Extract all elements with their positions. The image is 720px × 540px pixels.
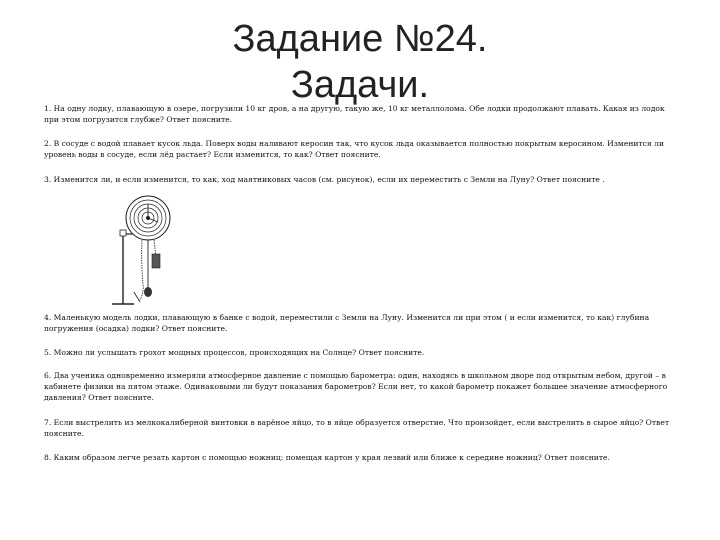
task-8: 8. Каким образом легче резать картон с помощью ножниц: помещая картон у края лезвий или ближе к середине ножниц? Ответ поясните. — [44, 453, 610, 462]
task-7: 7. Если выстрелить из мелкокалиберной винтовки в варёное яйцо, то в яйце образуется отверстие. Что произойдет, если выстрелить в сырое яйцо? Ответ поясните. — [44, 418, 670, 438]
pendulum-clock-figure — [110, 192, 182, 310]
task-3: 3. Изменится ли, и если изменится, то как, ход маятниковых часов (см. рисунок), если их переместить с Земли на Луну? Ответ поясните . — [44, 175, 605, 184]
task-6: 6. Два ученика одновременно измеряли атмосферное давление с помощью барометра: один, находясь в школьном дворе под открытым небом, другой – в кабинете физики на пятом этаже. Одинаковыми ли будут показания барометров? Если нет, то какой барометр покажет большее значение атмосферного давления? Ответ поясните. — [44, 371, 668, 402]
task-2: 2. В сосуде с водой плавает кусок льда. Поверх воды наливают керосин так, что кусок льда оказывается полностью покрытым керосином. Изменится ли уровень воды в сосуде, если лёд растает? Если изменится, то как? Ответ поясните. — [44, 139, 665, 159]
slide-title-line-1: Задание №24. — [232, 18, 488, 60]
slide-title — [160, 16, 560, 108]
pendulum-clock-icon — [110, 192, 182, 310]
task-5: 5. Можно ли услышать грохот мощных процессов, происходящих на Солнце? Ответ поясните. — [44, 348, 425, 357]
slide-title-line-2: Задачи. — [290, 64, 430, 106]
task-4: 4. Маленькую модель лодки, плавающую в банке с водой, переместили с Земли на Луну. Изменится ли при этом ( и если изменится, то как) глубина погружения (осадка) лодки? Ответ поясните. — [44, 313, 650, 333]
task-1: 1. На одну лодку, плавающую в озере, погрузили 10 кг дров, а на другую, такую же, 10 кг металлолома. Обе лодки продолжают плавать. Какая из лодок при этом погрузится глубже? Ответ поясните. — [44, 104, 665, 124]
